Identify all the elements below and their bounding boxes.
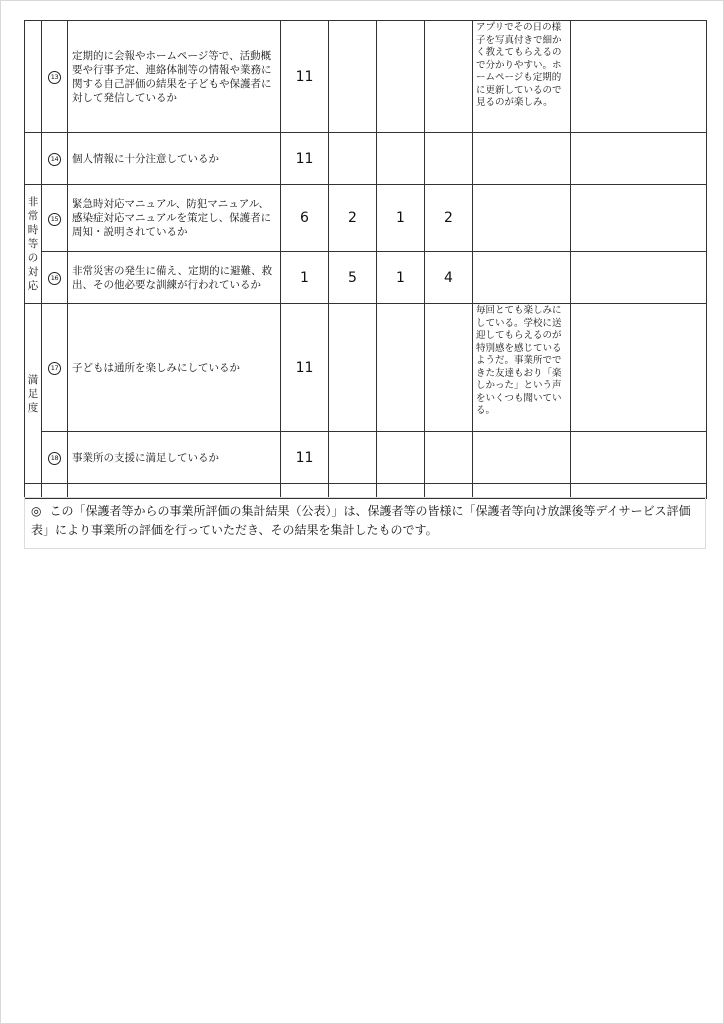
category-label: 満足度: [27, 373, 39, 414]
count-cell: [329, 432, 377, 484]
category-satisfaction: [25, 304, 42, 484]
table-row: [25, 304, 707, 432]
count-cell: [329, 21, 377, 133]
comment-cell: [473, 432, 571, 484]
item-number-badge: 17: [48, 362, 61, 375]
table-row: [25, 133, 707, 185]
count-cell: 1: [377, 252, 425, 304]
remarks-cell: [571, 21, 707, 133]
category-cell: [25, 133, 42, 185]
count-cell: 1: [377, 185, 425, 252]
item-number-badge: 16: [48, 272, 61, 285]
item-number-badge: 13: [48, 71, 61, 84]
remarks-cell: [571, 133, 707, 185]
count-cell: [425, 21, 473, 133]
question-text: 非常災害の発生に備え、定期的に避難、救出、その他必要な訓練が行われているか: [68, 252, 281, 304]
evaluation-table: [24, 20, 707, 499]
count-cell: 11: [281, 133, 329, 185]
comment-cell: [473, 252, 571, 304]
item-number-cell: [42, 432, 68, 484]
table-row: [25, 21, 707, 133]
count-cell: [425, 304, 473, 432]
comment-cell: [473, 133, 571, 185]
item-number-badge: 15: [48, 213, 61, 226]
count-cell: [377, 432, 425, 484]
question-text: 個人情報に十分注意しているか: [68, 133, 281, 185]
question-text: 緊急時対応マニュアル、防犯マニュアル、感染症対応マニュアルを策定し、保護者に周知・説明されているか: [68, 185, 281, 252]
count-cell: 2: [329, 185, 377, 252]
item-number-cell: [42, 185, 68, 252]
item-number-cell: [42, 304, 68, 432]
count-cell: 11: [281, 432, 329, 484]
comment-cell: アプリでその日の様子を写真付きで細かく教えてもらえるので分かりやすい。ホームページも定期的に更新しているので見るのが楽しみ。: [473, 21, 571, 133]
item-number-cell: [42, 133, 68, 185]
count-cell: 6: [281, 185, 329, 252]
question-text: 定期的に会報やホームページ等で、活動概要や行事予定、連絡体制等の情報や業務に関する自己評価の結果を子どもや保護者に対して発信しているか: [68, 21, 281, 133]
category-label: 非常時等の対応: [27, 196, 39, 292]
count-cell: [329, 304, 377, 432]
count-cell: [425, 133, 473, 185]
comment-cell: 毎回とても楽しみにしている。学校に送迎してもらえるのが特別感を感じているようだ。事業所でできた友達もおり「楽しかった」という声をいくつも聞いている。: [473, 304, 571, 432]
item-number-cell: [42, 252, 68, 304]
count-cell: [377, 304, 425, 432]
remarks-cell: [571, 432, 707, 484]
count-cell: 2: [425, 185, 473, 252]
question-text: 事業所の支援に満足しているか: [68, 432, 281, 484]
count-cell: [377, 133, 425, 185]
count-cell: 4: [425, 252, 473, 304]
count-cell: [425, 432, 473, 484]
item-number-cell: [42, 21, 68, 133]
comment-cell: [473, 185, 571, 252]
footnote: [24, 497, 706, 549]
count-cell: 1: [281, 252, 329, 304]
remarks-cell: [571, 185, 707, 252]
table-row: [25, 432, 707, 484]
remarks-cell: [571, 304, 707, 432]
table-row: [25, 252, 707, 304]
remarks-cell: [571, 252, 707, 304]
count-cell: 5: [329, 252, 377, 304]
count-cell: [329, 133, 377, 185]
item-number-badge: 18: [48, 452, 61, 465]
table-row: [25, 185, 707, 252]
count-cell: 11: [281, 21, 329, 133]
question-text: 子どもは通所を楽しみにしているか: [68, 304, 281, 432]
item-number-badge: 14: [48, 153, 61, 166]
footnote-text: この「保護者等からの事業所評価の集計結果（公表）」は、保護者等の皆様に「保護者等向け放課後等デイサービス評価表」により事業所の評価を行っていただき、その結果を集計したものです。: [31, 504, 691, 537]
double-circle-mark: ◎: [31, 504, 42, 518]
category-emergency: [25, 185, 42, 304]
category-cell: [25, 21, 42, 133]
count-cell: [377, 21, 425, 133]
count-cell: 11: [281, 304, 329, 432]
